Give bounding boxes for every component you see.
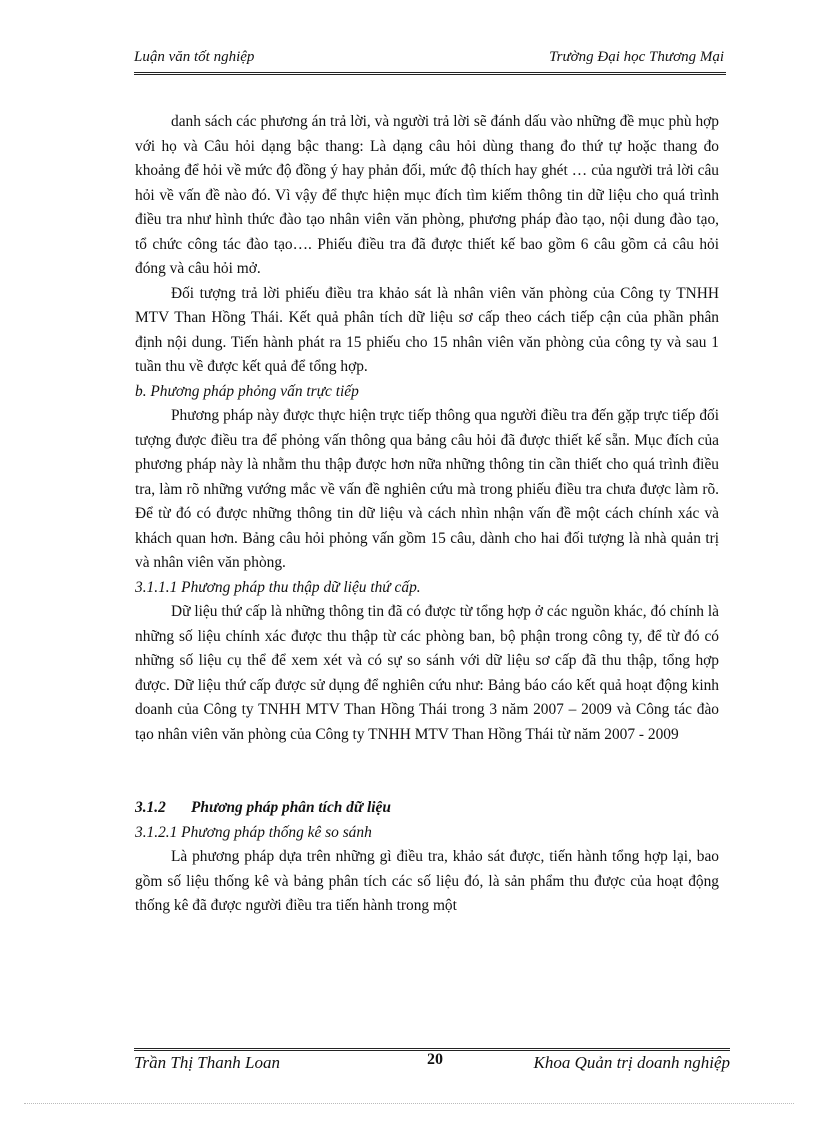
paragraph-1: danh sách các phương án trả lời, và người trả lời sẽ đánh dấu vào những đề mục phù hợp với họ và Câu hỏi dạng bậc thang: Là dạng câu hỏi dùng thang đo thứ tự hoặc thang đo khoảng để hỏi về mức độ đồng ý hay phản đối, mức độ thích hay ghét … của người trả lời câu hỏi về vấn đề nào đó. Vì vậy để thực hiện mục đích tìm kiếm thông tin dữ liệu cho quá trình điều tra như hình thức đào tạo nhân viên văn phòng, phương pháp đào tạo, nội dung đào tạo, tổ chức công tác đào tạo…. Phiếu điều tra đã được thiết kế bao gồm 6 câu gồm cả câu hỏi đóng và câu hỏi mở. [135,113,719,277]
heading-3-1-2-number: 3.1.2 [135,799,166,816]
heading-3-1-2-text: Phương pháp phân tích dữ liệu [191,799,391,816]
paragraph-3: Phương pháp này được thực hiện trực tiếp thông qua người điều tra đến gặp trực tiếp đối tượng được điều tra để phỏng vấn thông qua bảng câu hỏi đã được thiết kế sẵn. Mục đích của phương pháp này là nhằm thu thập được hơn nữa những thông tin cần thiết cho quá trình điều tra, làm rõ những vướng mắc về vấn đề nghiên cứu mà trong phiếu điều tra chưa được làm rõ. Để từ đó có được những thông tin dữ liệu và cách nhìn nhận vấn đề một cách chính xác và khách quan hơn. Bảng câu hỏi phỏng vấn gồm 15 câu, dành cho hai đối tượng là nhà quản trị và nhân viên văn phòng. [135,407,719,571]
heading-3-1-1-1: 3.1.1.1 Phương pháp thu thập dữ liệu thứ cấp. [135,578,421,596]
footer-author: Trần Thị Thanh Loan [134,1053,280,1072]
page-header [134,49,724,71]
heading-b-interview: b. Phương pháp phỏng vấn trực tiếp [135,382,359,400]
page-footer [134,1053,730,1079]
heading-3-1-2 [135,796,719,821]
header-thesis-label: Luận văn tốt nghiệp [134,49,255,65]
footer-page-number: 20 [427,1051,443,1068]
heading-3-1-2-1: 3.1.2.1 Phương pháp thống kê so sánh [135,823,372,841]
header-rule [134,72,726,75]
footer-department: Khoa Quản trị doanh nghiệp [533,1053,730,1072]
paragraph-4: Dữ liệu thứ cấp là những thông tin đã có được từ tổng hợp ở các nguồn khác, đó chính là những số liệu chính xác được thu thập từ các phòng ban, bộ phận trong công ty, để từ đó có những số liệu cụ thể để xem xét và có sự so sánh với dữ liệu sơ cấp đã thu thập, tổng hợp được. Dữ liệu thứ cấp được sử dụng để nghiên cứu như: Bảng báo cáo kết quả hoạt động kinh doanh của Công ty TNHH MTV Than Hồng Thái trong 3 năm 2007 – 2009 và Công tác đào tạo nhân viên văn phòng của Công ty TNHH MTV Than Hồng Thái từ năm 2007 - 2009 [135,603,719,743]
section-gap [135,747,719,796]
header-university: Trường Đại học Thương Mại [549,49,724,65]
page-bottom-border [24,1103,794,1104]
paragraph-5: Là phương pháp dựa trên những gì điều tra, khảo sát được, tiến hành tổng hợp lại, bao gồm số liệu thống kê và bảng phân tích các số liệu đó, là sản phẩm thu được của hoạt động thống kê đã được người điều tra tiến hành trong một [135,848,719,914]
page-body [135,110,719,919]
paragraph-2: Đối tượng trả lời phiếu điều tra khảo sát là nhân viên văn phòng của Công ty TNHH MTV Than Hồng Thái. Kết quả phân tích dữ liệu sơ cấp theo cách tiếp cận của phần phân định nội dung. Tiến hành phát ra 15 phiếu cho 15 nhân viên văn phòng của công ty và sau 1 tuần thu về được kết quả để tổng hợp. [135,284,719,375]
